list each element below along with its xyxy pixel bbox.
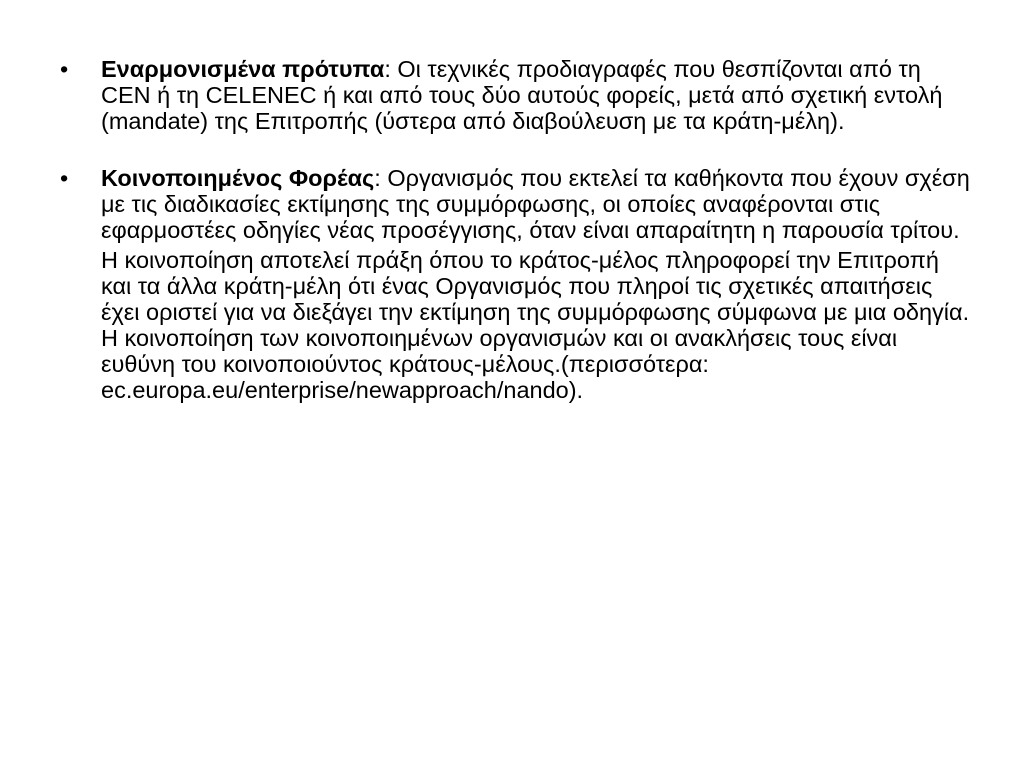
term-colon: : — [384, 56, 391, 82]
definition-paragraph — [101, 56, 970, 134]
definition-paragraph — [101, 165, 970, 243]
term-heading: Κοινοποιημένος Φορέας — [101, 165, 375, 191]
bullet-icon: • — [60, 165, 69, 191]
bullet-icon: • — [60, 56, 69, 82]
continuation-paragraph: Η κοινοποίηση αποτελεί πράξη όπου το κράτος-μέλος πληροφορεί την Επιτροπή και τα άλλα κράτη-μέλη ότι ένας Οργανισμός που πληροί τις σχετικές απαιτήσεις έχει οριστεί για να διεξάγει την εκτίμηση της συμμόρφωσης σύμφωνα με μια οδηγία. Η κοινοποίηση των κοινοποιημένων οργανισμών και οι ανακλήσεις τους είναι ευθύνη του κοινοποιούντος κράτους-μέλους.(περισσότερα: ec.europa.eu/enterprise/newapproach/nando). — [101, 247, 970, 403]
term-colon: : — [374, 165, 381, 191]
term-heading: Εναρμονισμένα πρότυπα — [101, 56, 385, 82]
bullet-list — [60, 56, 970, 403]
definition-text: Οι τεχνικές προδιαγραφές που θεσπίζονται από τη CEN ή τη CELENEC ή και από τους δύο αυτούς φορείς, μετά από σχετική εντολή (mandate) της Επιτροπής (ύστερα από διαβούλευση με τα κράτη-μέλη). — [101, 56, 943, 134]
list-item-notified-body — [60, 165, 970, 403]
list-item-harmonised-standards — [60, 56, 970, 134]
definition-text: Οργανισμός που εκτελεί τα καθήκοντα που έχουν σχέση με τις διαδικασίες εκτίμησης της συμμόρφωσης, οι οποίες αναφέρονται στις εφαρμοστέες οδηγίες νέας προσέγγισης, όταν είναι απαραίτητη η παρουσία τρίτου. — [101, 165, 970, 243]
